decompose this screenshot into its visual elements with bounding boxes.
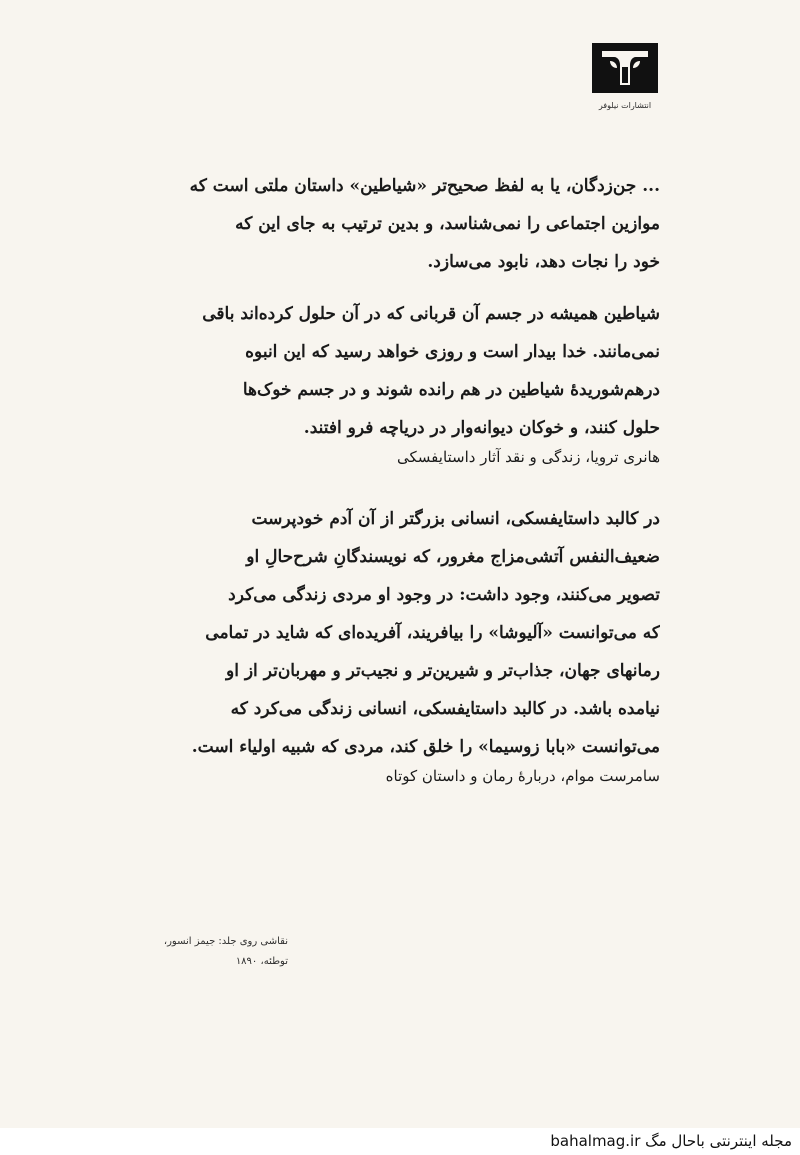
watermark-text: مجله اینترنتی باحال مگ bahalmag.ir: [550, 1132, 792, 1150]
quote-attribution: هانری ترویا، زندگی و نقد آثار داستایفسکی: [397, 448, 660, 466]
quote-block-2: [140, 295, 660, 471]
quote-line: نمی‌مانند. خدا بیدار است و روزی خواهد رسید که این انبوه: [245, 342, 660, 362]
quote-attribution: سامرست موام، دربارهٔ رمان و داستان کوتاه: [385, 767, 660, 785]
quote-line: ضعیف‌النفس آتشی‌مزاج مغرور، که نویسندگانِ شرح‌حالِ او: [246, 547, 660, 567]
cover-credit-line: نقاشی روی جلد: جیمز انسور،: [163, 936, 288, 947]
quote-line: رمانهای جهان، جذاب‌تر و شیرین‌تر و نجیب‌تر و مهربان‌تر از او: [226, 661, 660, 681]
publisher-logo: [591, 43, 659, 110]
quote-line: تصویر می‌کنند، وجود داشت: در وجود او مردی زندگی می‌کرد: [228, 585, 660, 605]
quote-line: که می‌توانست «آلیوشا» را بیافریند، آفریده‌ای که شاید در تمامی: [205, 623, 660, 643]
quote-line: موازین اجتماعی را نمی‌شناسد، و بدین ترتیب به جای این که: [235, 214, 660, 234]
publisher-name: انتشارات نیلوفر: [598, 101, 652, 110]
quote-line: می‌توانست «بابا زوسیما» را خلق کند، مردی که شبیه اولیاء است.: [191, 737, 660, 757]
cover-credit: [164, 932, 288, 972]
quote-line: حلول کنند، و خوکان دیوانه‌وار در دریاچه فرو افتند.: [303, 418, 660, 438]
publisher-emblem-icon: [592, 43, 658, 93]
cover-credit-line: توطئه، ۱۸۹۰: [235, 956, 288, 967]
quote-line: درهم‌شوریدهٔ شیاطین در هم رانده شوند و در جسم خوک‌ها: [242, 380, 660, 400]
quote-line: خود را نجات دهد، نابود می‌سازد.: [427, 252, 660, 272]
quote-line: شیاطین همیشه در جسم آن قربانی که در آن حلول کرده‌اند باقی: [202, 304, 660, 324]
quote-block-3: [140, 500, 660, 790]
quote-line: ... جن‌زدگان، یا به لفظ صحیح‌تر «شیاطین» داستان ملتی است که: [189, 176, 660, 196]
quote-line: نیامده باشد. در کالبد داستایفسکی، انسانی زندگی می‌کرد که: [230, 699, 660, 719]
quote-line: در کالبد داستایفسکی، انسانی بزرگتر از آن آدم خودپرست: [251, 509, 660, 529]
quote-block-1: [140, 167, 660, 281]
watermark-footer: [0, 1128, 800, 1155]
